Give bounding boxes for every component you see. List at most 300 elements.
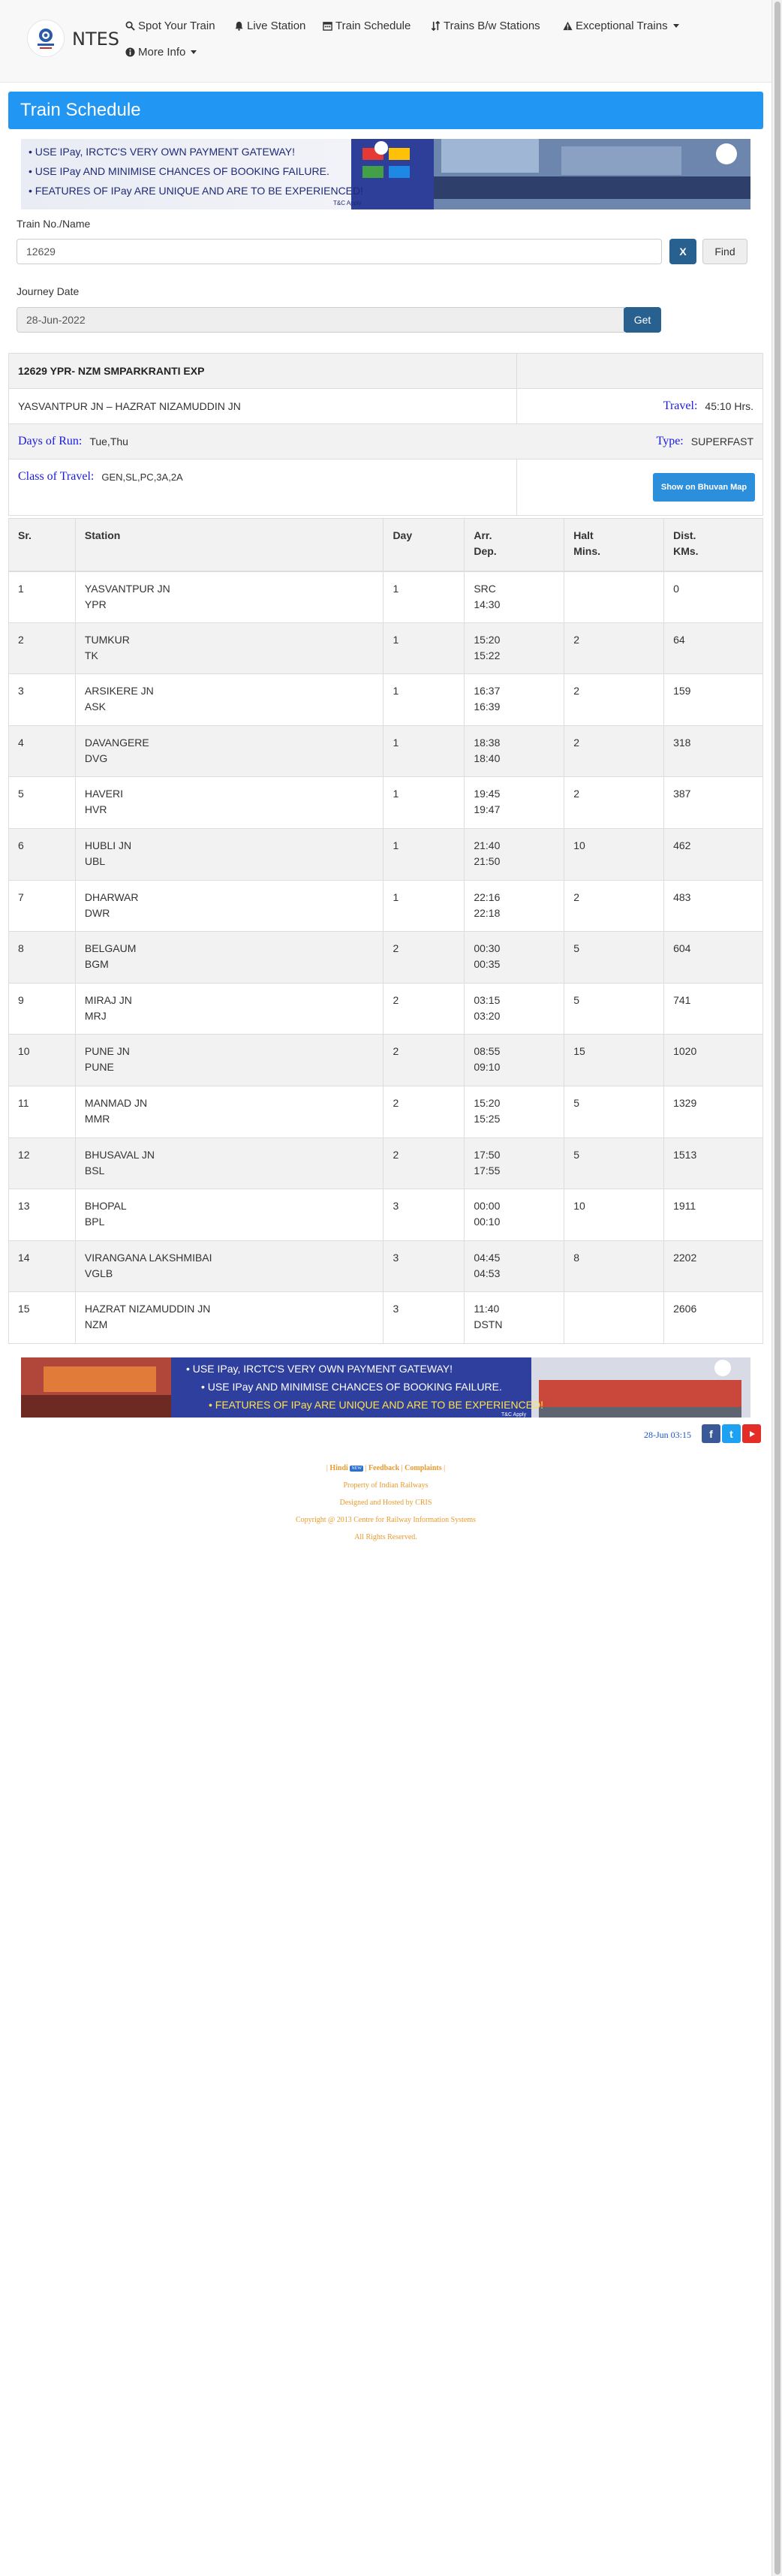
cell-station [75, 1086, 383, 1137]
departure-time: 16:39 [474, 700, 501, 713]
cell-sr [9, 1189, 76, 1241]
cell-dist [664, 932, 763, 984]
banner-line-2: • USE IPay AND MINIMISE CHANCES OF BOOKING FAILURE. [29, 165, 329, 177]
banner-line-3: • FEATURES OF IPay ARE UNIQUE AND ARE TO BE EXPERIENCED! [29, 185, 364, 197]
cell-sr [9, 1035, 76, 1086]
day-value: 1 [393, 890, 399, 903]
cell-day [383, 932, 465, 984]
table-row [9, 571, 763, 623]
cell-arr-dep [465, 828, 564, 880]
cell-arr-dep [465, 1035, 564, 1086]
station-code: HVR [84, 803, 107, 816]
journey-date-input[interactable]: 28-Jun-2022 [17, 307, 624, 333]
sr-value: 13 [18, 1200, 30, 1213]
station-name: VIRANGANA LAKSHMIBAI [84, 1251, 212, 1264]
cell-arr-dep [465, 983, 564, 1035]
calendar-icon [323, 21, 332, 31]
train-number-label: Train No./Name [17, 218, 91, 230]
col-kms: KMs. [673, 545, 699, 557]
train-number-input[interactable]: 12629 [17, 239, 662, 264]
sort-arrows-icon [431, 21, 441, 31]
facebook-icon[interactable]: f [702, 1424, 720, 1443]
station-code: VGLB [84, 1267, 113, 1279]
station-name: MANMAD JN [84, 1096, 148, 1109]
departure-time: 17:55 [474, 1164, 501, 1177]
cell-dist [664, 880, 763, 932]
distance-value: 462 [673, 839, 691, 851]
cell-sr [9, 983, 76, 1035]
warning-icon [563, 21, 573, 31]
journey-date-label: Journey Date [17, 285, 80, 297]
halt-value: 2 [573, 685, 580, 697]
travel-label: Travel: [663, 399, 698, 412]
get-button[interactable]: Get [624, 307, 661, 333]
nav-spot-your-train[interactable] [125, 20, 215, 32]
cell-halt [564, 932, 664, 984]
banner-line-3: • FEATURES OF IPay ARE UNIQUE AND ARE TO BE EXPERIENCED! [209, 1399, 544, 1411]
train-info-title-row [9, 354, 762, 389]
table-row [9, 674, 763, 726]
schedule-table [8, 518, 763, 1344]
days-of-run-label: Days of Run: [18, 435, 83, 447]
cell-station [75, 932, 383, 984]
day-value: 1 [393, 839, 399, 851]
banner-tc: T&C Apply [501, 1412, 527, 1418]
departure-time: 04:53 [474, 1267, 501, 1279]
banner-line-1: • USE IPay, IRCTC'S VERY OWN PAYMENT GATEWAY! [29, 146, 296, 158]
cell-station [75, 777, 383, 829]
station-code: BGM [84, 958, 109, 971]
distance-value: 0 [673, 582, 679, 595]
cell-station [75, 674, 383, 726]
cell-arr-dep [465, 725, 564, 777]
info-icon [125, 47, 135, 57]
cell-sr [9, 777, 76, 829]
distance-value: 604 [673, 942, 691, 955]
train-route: YASVANTPUR JN – HAZRAT NIZAMUDDIN JN [18, 400, 241, 412]
day-value: 1 [393, 788, 399, 800]
page-scrollbar[interactable] [771, 0, 782, 2576]
nav-more-info[interactable] [125, 46, 197, 59]
cell-sr [9, 1086, 76, 1137]
halt-value: 2 [573, 633, 580, 646]
col-station: Station [75, 519, 383, 571]
departure-time: 22:18 [474, 906, 501, 919]
cell-halt [564, 1086, 664, 1137]
station-name: HAZRAT NIZAMUDDIN JN [84, 1303, 211, 1315]
cell-station [75, 828, 383, 880]
cell-halt [564, 1035, 664, 1086]
station-name: MIRAJ JN [84, 993, 132, 1006]
cell-station [75, 1189, 383, 1241]
cell-halt [564, 1240, 664, 1292]
ipay-banner-bottom[interactable] [21, 1357, 750, 1418]
arrival-time: 17:50 [474, 1148, 501, 1161]
station-code: DVG [84, 752, 108, 764]
table-row [9, 828, 763, 880]
bhuvan-map-button[interactable]: Show on Bhuvan Map [653, 473, 755, 502]
station-code: MMR [84, 1112, 110, 1125]
cell-day [383, 571, 465, 623]
cell-halt [564, 571, 664, 623]
station-name: ARSIKERE JN [84, 685, 154, 697]
cell-dist [664, 1086, 763, 1137]
cell-day [383, 880, 465, 932]
cell-day [383, 1035, 465, 1086]
arrival-time: 11:40 [474, 1303, 500, 1315]
station-code: BSL [84, 1164, 105, 1177]
distance-value: 2606 [673, 1303, 697, 1315]
day-value: 2 [393, 993, 399, 1006]
departure-time: 15:22 [474, 649, 501, 661]
arrival-time: 19:45 [474, 788, 501, 800]
train-info-days-row [9, 424, 762, 459]
search-icon [125, 21, 135, 31]
type-value: SUPERFAST [690, 435, 753, 447]
cell-arr-dep [465, 1137, 564, 1189]
halt-value: 15 [573, 1045, 585, 1058]
sr-value: 4 [18, 736, 24, 749]
departure-time: 09:10 [474, 1061, 501, 1074]
table-row [9, 725, 763, 777]
cell-day [383, 1292, 465, 1344]
col-halt-label: Halt [573, 529, 594, 541]
travel-value: 45:10 Hrs. [705, 400, 753, 412]
hindi-link[interactable]: Hindi [329, 1464, 348, 1472]
cell-sr [9, 725, 76, 777]
footer-timestamp: 28-Jun 03:15 [644, 1430, 691, 1440]
brand-title[interactable]: NTES [72, 29, 120, 50]
cell-arr-dep [465, 880, 564, 932]
col-dist-label: Dist. [673, 529, 696, 541]
scrollbar-thumb[interactable] [774, 2, 780, 2574]
footer-property: Property of Indian Railways [343, 1481, 429, 1490]
banner-line-2: • USE IPay AND MINIMISE CHANCES OF BOOKING FAILURE. [201, 1381, 502, 1393]
distance-value: 387 [673, 788, 691, 800]
sr-value: 14 [18, 1251, 30, 1264]
chevron-down-icon [673, 24, 679, 28]
train-info-class-row [9, 459, 762, 515]
table-row [9, 983, 763, 1035]
col-arr: Arr. [474, 529, 492, 541]
distance-value: 1513 [673, 1148, 697, 1161]
arrival-time: SRC [474, 582, 496, 595]
station-code: NZM [84, 1318, 108, 1331]
distance-value: 1020 [673, 1045, 697, 1058]
table-row [9, 932, 763, 984]
nav-label: Live Station [247, 20, 306, 32]
cell-station [75, 1137, 383, 1189]
cell-dist [664, 622, 763, 674]
nav-label: Exceptional Trains [576, 20, 668, 32]
train-info-route-row [9, 389, 762, 424]
halt-value: 5 [573, 993, 580, 1006]
cell-dist [664, 725, 763, 777]
cell-sr [9, 1240, 76, 1292]
twitter-icon[interactable]: t [722, 1424, 741, 1443]
departure-time: 21:50 [474, 854, 501, 867]
station-code: DWR [84, 906, 110, 919]
cell-halt [564, 880, 664, 932]
cell-dist [664, 674, 763, 726]
nav-label: Trains B/w Stations [444, 20, 540, 32]
station-code: MRJ [84, 1009, 107, 1022]
cell-halt [564, 828, 664, 880]
cell-halt [564, 725, 664, 777]
departure-time: 15:25 [474, 1112, 501, 1125]
arrival-time: 00:30 [474, 942, 501, 955]
halt-value: 2 [573, 736, 580, 749]
station-code: YPR [84, 598, 107, 610]
banner-tc: T&C Apply [333, 200, 362, 206]
arrival-time: 15:20 [474, 1096, 501, 1109]
nav-train-schedule[interactable] [323, 20, 411, 32]
arrival-time: 04:45 [474, 1251, 501, 1264]
cell-sr [9, 1137, 76, 1189]
table-row [9, 1086, 763, 1137]
departure-time: 19:47 [474, 803, 501, 816]
sr-value: 9 [18, 993, 24, 1006]
cell-day [383, 828, 465, 880]
station-name: BHUSAVAL JN [84, 1148, 155, 1161]
cell-arr-dep [465, 1240, 564, 1292]
departure-time: 00:35 [474, 958, 501, 971]
day-value: 2 [393, 1148, 399, 1161]
banner-line-1: • USE IPay, IRCTC'S VERY OWN PAYMENT GATEWAY! [186, 1363, 453, 1375]
distance-value: 741 [673, 993, 691, 1006]
station-name: HAVERI [84, 788, 124, 800]
station-code: BPL [84, 1216, 105, 1228]
cell-day [383, 622, 465, 674]
sr-value: 15 [18, 1303, 30, 1315]
col-mins: Mins. [573, 545, 600, 557]
arrival-time: 15:20 [474, 633, 501, 646]
footer-designed: Designed and Hosted by CRIS [339, 1499, 432, 1507]
cell-dist [664, 1137, 763, 1189]
cell-station [75, 983, 383, 1035]
table-row [9, 1240, 763, 1292]
find-button[interactable]: Find [702, 239, 747, 264]
halt-value: 5 [573, 1096, 580, 1109]
day-value: 3 [393, 1251, 399, 1264]
class-of-travel-value: GEN,SL,PC,3A,2A [101, 472, 183, 483]
nav-exceptional-trains[interactable] [563, 20, 679, 32]
train-info-table [8, 353, 763, 516]
cell-arr-dep [465, 932, 564, 984]
distance-value: 1911 [673, 1200, 696, 1213]
cell-day [383, 983, 465, 1035]
arrival-time: 00:00 [474, 1200, 501, 1213]
station-code: ASK [84, 700, 106, 713]
nav-trains-between-stations[interactable] [431, 20, 540, 32]
nav-label: More Info [138, 46, 186, 59]
departure-time: 00:10 [474, 1216, 501, 1228]
table-row [9, 622, 763, 674]
departure-time: 14:30 [474, 598, 501, 610]
cell-halt [564, 622, 664, 674]
sr-value: 2 [18, 633, 24, 646]
table-row [9, 1189, 763, 1241]
station-name: DHARWAR [84, 890, 139, 903]
halt-value: 5 [573, 942, 580, 955]
day-value: 1 [393, 582, 399, 595]
footer-links: | Hindi NEW | Feedback | Complaints | [326, 1464, 446, 1472]
cell-sr [9, 674, 76, 726]
nav-live-station[interactable] [234, 20, 305, 32]
sr-value: 7 [18, 890, 24, 903]
station-name: YASVANTPUR JN [84, 582, 170, 595]
distance-value: 483 [673, 890, 691, 903]
schedule-body [9, 571, 763, 1344]
cell-station [75, 1292, 383, 1344]
clear-button[interactable]: X [669, 239, 696, 264]
table-row [9, 1137, 763, 1189]
station-name: HUBLI JN [84, 839, 132, 851]
distance-value: 159 [673, 685, 691, 697]
cell-arr-dep [465, 622, 564, 674]
cell-dist [664, 1189, 763, 1241]
cell-halt [564, 674, 664, 726]
station-code: PUNE [84, 1061, 114, 1074]
station-code: UBL [84, 854, 106, 867]
day-value: 2 [393, 942, 399, 955]
ipay-banner-top[interactable] [21, 139, 750, 209]
train-name: 12629 YPR- NZM SMPARKRANTI EXP [18, 365, 205, 377]
cell-station [75, 571, 383, 623]
youtube-icon[interactable] [742, 1424, 761, 1443]
cell-dist [664, 983, 763, 1035]
day-value: 1 [393, 685, 399, 697]
halt-value: 2 [573, 890, 580, 903]
col-dist [664, 519, 763, 571]
station-name: BELGAUM [84, 942, 137, 955]
cell-arr-dep [465, 1292, 564, 1344]
table-row [9, 777, 763, 829]
cell-dist [664, 1292, 763, 1344]
nav-label: Spot Your Train [138, 20, 215, 32]
class-of-travel-label: Class of Travel: [18, 470, 95, 483]
cell-station [75, 622, 383, 674]
arrival-time: 08:55 [474, 1045, 501, 1058]
cell-sr [9, 622, 76, 674]
distance-value: 64 [673, 633, 685, 646]
col-arr-dep [465, 519, 564, 571]
cell-dist [664, 1035, 763, 1086]
sr-value: 8 [18, 942, 24, 955]
cell-day [383, 1086, 465, 1137]
cell-arr-dep [465, 571, 564, 623]
day-value: 1 [393, 633, 399, 646]
distance-value: 1329 [673, 1096, 697, 1109]
cell-dist [664, 777, 763, 829]
cell-day [383, 777, 465, 829]
indian-railways-logo-icon [33, 26, 59, 51]
cell-arr-dep [465, 1189, 564, 1241]
schedule-header-row [9, 519, 763, 571]
day-value: 1 [393, 736, 399, 749]
complaints-link[interactable]: Complaints [405, 1464, 442, 1472]
cell-sr [9, 932, 76, 984]
cell-halt [564, 777, 664, 829]
cell-dist [664, 828, 763, 880]
ipay-ad-image [21, 139, 750, 209]
halt-value: 5 [573, 1148, 580, 1161]
cell-station [75, 1035, 383, 1086]
feedback-link[interactable]: Feedback [368, 1464, 400, 1472]
cell-day [383, 1189, 465, 1241]
navbar [0, 0, 771, 83]
station-name: BHOPAL [84, 1200, 127, 1213]
col-dep: Dep. [474, 545, 497, 557]
cell-halt [564, 1189, 664, 1241]
cell-dist [664, 1240, 763, 1292]
table-row [9, 880, 763, 932]
col-halt [564, 519, 664, 571]
arrival-time: 03:15 [474, 993, 501, 1006]
sr-value: 5 [18, 788, 24, 800]
footer-copyright: Copyright @ 2013 Centre for Railway Information Systems [295, 1516, 476, 1524]
table-row [9, 1035, 763, 1086]
day-value: 3 [393, 1303, 399, 1315]
cell-station [75, 1240, 383, 1292]
cell-day [383, 1240, 465, 1292]
cell-day [383, 674, 465, 726]
halt-value: 8 [573, 1251, 580, 1264]
departure-time: DSTN [474, 1318, 503, 1331]
day-value: 2 [393, 1045, 399, 1058]
day-value: 3 [393, 1200, 399, 1213]
cell-dist [664, 571, 763, 623]
cell-day [383, 725, 465, 777]
day-value: 2 [393, 1096, 399, 1109]
cell-station [75, 880, 383, 932]
footer-rights: All Rights Reserved. [354, 1533, 417, 1541]
distance-value: 2202 [673, 1251, 697, 1264]
arrival-time: 22:16 [474, 890, 501, 903]
sr-value: 6 [18, 839, 24, 851]
halt-value: 10 [573, 839, 585, 851]
col-sr: Sr. [9, 519, 76, 571]
table-row [9, 1292, 763, 1344]
sr-value: 12 [18, 1148, 30, 1161]
chevron-down-icon [191, 50, 197, 54]
ntes-logo[interactable] [27, 20, 65, 57]
station-code: TK [84, 649, 98, 661]
col-day: Day [383, 519, 465, 571]
halt-value: 10 [573, 1200, 585, 1213]
nav-label: Train Schedule [335, 20, 411, 32]
cell-halt [564, 1292, 664, 1344]
cell-sr [9, 828, 76, 880]
days-of-run-value: Tue,Thu [89, 435, 128, 447]
cell-arr-dep [465, 674, 564, 726]
arrival-time: 18:38 [474, 736, 501, 749]
sr-value: 1 [18, 582, 24, 595]
bell-icon [234, 21, 244, 31]
arrival-time: 16:37 [474, 685, 501, 697]
page-title: Train Schedule [8, 92, 763, 129]
sr-value: 3 [18, 685, 24, 697]
cell-arr-dep [465, 1086, 564, 1137]
cell-day [383, 1137, 465, 1189]
cell-station [75, 725, 383, 777]
departure-time: 03:20 [474, 1009, 501, 1022]
station-name: TUMKUR [84, 633, 130, 646]
distance-value: 318 [673, 736, 691, 749]
ipay-ad-image [21, 1357, 750, 1418]
halt-value: 2 [573, 788, 580, 800]
cell-halt [564, 983, 664, 1035]
